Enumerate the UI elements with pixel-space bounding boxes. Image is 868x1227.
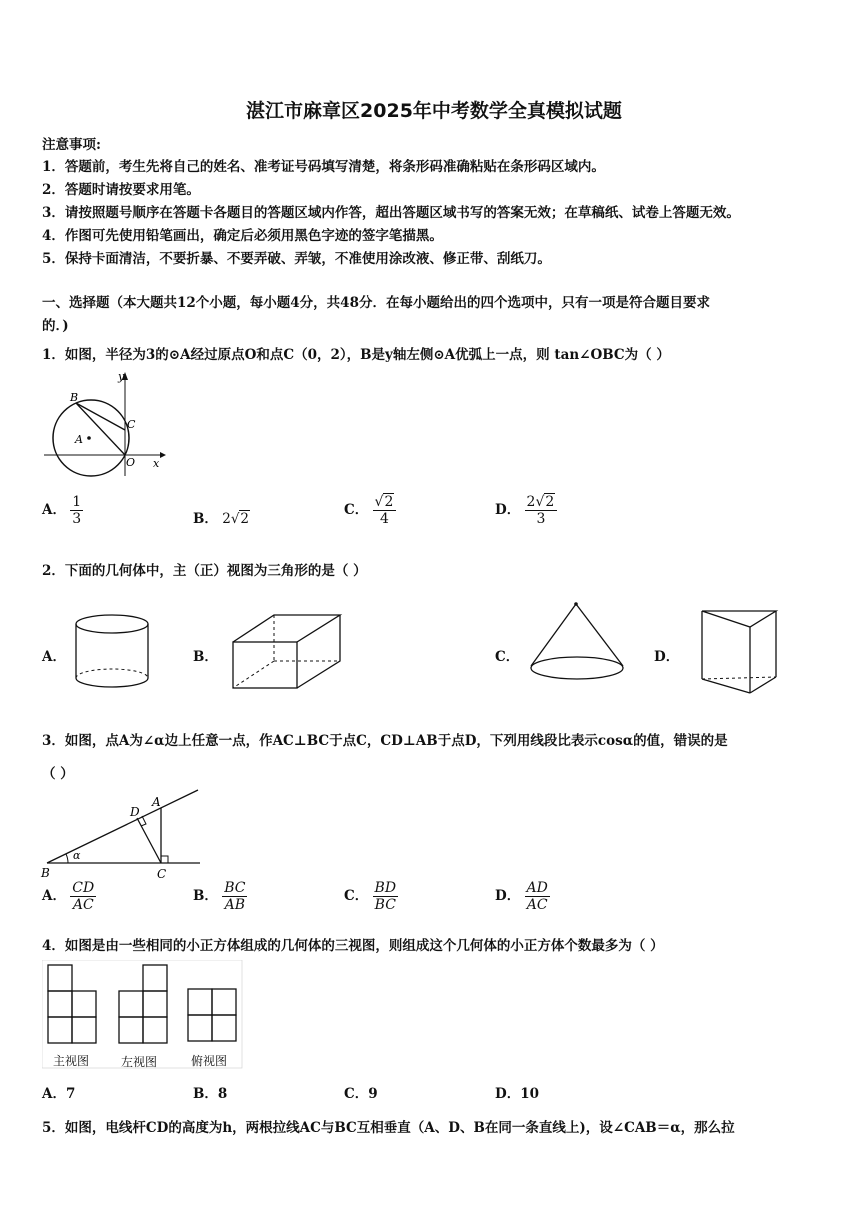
q4-option-c[interactable]: C．9: [344, 1086, 378, 1102]
q3-option-b[interactable]: B． $\frac{BC}{AB}$: [193, 880, 246, 914]
label-b: B: [70, 391, 79, 404]
label-d: D: [130, 805, 140, 819]
q1-option-d-letter: D．: [495, 502, 521, 519]
segment-cd: [137, 818, 161, 863]
top-view: [188, 989, 236, 1041]
label-alpha: α: [73, 849, 81, 862]
left-view: [119, 965, 167, 1043]
segment-bc: [76, 403, 125, 430]
q3-option-c[interactable]: C． $\frac{BD}{BC}$: [344, 880, 397, 914]
q1-option-b-expr: 2√2: [222, 511, 250, 527]
cylinder-figure: [72, 612, 154, 692]
notice-item-5: 5．保持卡面清洁，不要折暴、不要弄破、弄皱，不准使用涂改液、修正带、刮纸刀。: [42, 251, 551, 267]
view-label-left: 左视图: [121, 1055, 158, 1069]
label-a: A: [75, 433, 83, 446]
cuboid-figure: [230, 612, 346, 692]
view-label-top: 俯视图: [191, 1054, 228, 1068]
notice-item-4: 4．作图可先使用铅笔画出，确定后必须用黑色字迹的签字笔描黑。: [42, 228, 443, 244]
ray-ba: [47, 790, 198, 863]
q1-option-d-frac: $\frac{2√2}{3}$: [525, 494, 558, 527]
q2-stem: 2．下面的几何体中，主（正）视图为三角形的是（ ）: [42, 563, 367, 579]
notice-item-2: 2．答题时请按要求用笔。: [42, 182, 200, 198]
label-b: B: [41, 866, 50, 880]
q1-option-a[interactable]: [42, 494, 83, 527]
q1-option-a-frac: $\frac{1}{3}$: [72, 494, 82, 528]
q2-option-d-letter[interactable]: D．: [654, 649, 680, 665]
q4-option-d[interactable]: D．10: [495, 1086, 539, 1102]
notice-heading: 注意事项:: [42, 137, 101, 153]
q3-option-a[interactable]: A． $\frac{CD}{AC}$: [42, 880, 95, 914]
page-title: 湛江市麻章区2025年中考数学全真模拟试题: [246, 100, 622, 122]
label-c: C: [127, 418, 136, 431]
q3-stem-line2: （ ）: [42, 766, 74, 782]
q2-option-c-letter[interactable]: C．: [495, 649, 520, 665]
q1-option-c-letter: C．: [344, 502, 369, 519]
notice-item-3: 3．请按照题号顺序在答题卡各题目的答题区域内作答，超出答题区域书写的答案无效；在草稿纸、试卷上答题无效。: [42, 205, 740, 221]
label-o: O: [126, 456, 136, 469]
section-heading-line1: 一、选择题（本大题共12个小题，每小题4分，共48分．在每小题给出的四个选项中，只有一项是符合题目要求: [42, 295, 710, 311]
right-angle-c: [161, 856, 168, 863]
section-heading-line2: 的．): [42, 318, 69, 334]
q1-option-c-frac: $\frac{√2}{4}$: [373, 494, 397, 527]
q1-option-a-letter: A．: [42, 502, 66, 519]
label-a: A: [152, 795, 161, 809]
q4-option-b[interactable]: B．8: [193, 1086, 228, 1102]
q2-option-a-letter[interactable]: A．: [42, 649, 66, 665]
q3-figure: [38, 786, 208, 882]
q2-option-b-letter[interactable]: B．: [193, 649, 218, 665]
q1-stem: 1．如图，半径为3的⊙A经过原点O和点C（0，2），B是y轴左侧⊙A优弧上一点，则 tan∠OBC为（ ）: [42, 347, 670, 363]
prism-figure: [698, 605, 780, 697]
q4-option-a[interactable]: A．7: [42, 1086, 76, 1102]
q3-stem-line1: 3．如图，点A为∠α边上任意一点，作AC⊥BC于点C，CD⊥AB于点D，下列用线段比表示cosα的值，错误的是: [42, 733, 728, 749]
q1-option-b-letter: B．: [193, 511, 218, 527]
q1-option-c[interactable]: [344, 494, 396, 527]
q3-option-d[interactable]: D． $\frac{AD}{AC}$: [495, 880, 548, 914]
view-label-main: 主视图: [53, 1054, 90, 1068]
q4-stem: 4．如图是由一些相同的小正方体组成的几何体的三视图，则组成这个几何体的小正方体个数最多为（ ）: [42, 938, 664, 954]
q1-option-b[interactable]: [193, 507, 250, 527]
point-a: [87, 436, 91, 440]
label-x: x: [153, 457, 160, 470]
q5-stem: 5．如图，电线杆CD的高度为h，两根拉线AC与BC互相垂直（A、D、B在同一条直线上)，设∠CAB＝α，那么拉: [42, 1120, 735, 1136]
x-axis-arrow: [160, 452, 166, 458]
label-c: C: [157, 867, 167, 881]
q1-option-d[interactable]: [495, 494, 557, 527]
cone-figure: [526, 600, 630, 684]
q1-figure: [40, 368, 168, 480]
label-y: y: [118, 370, 125, 383]
main-view: [48, 965, 96, 1043]
notice-item-1: 1．答题前，考生先将自己的姓名、准考证号码填写清楚，将条形码准确粘贴在条形码区域内。: [42, 159, 605, 175]
